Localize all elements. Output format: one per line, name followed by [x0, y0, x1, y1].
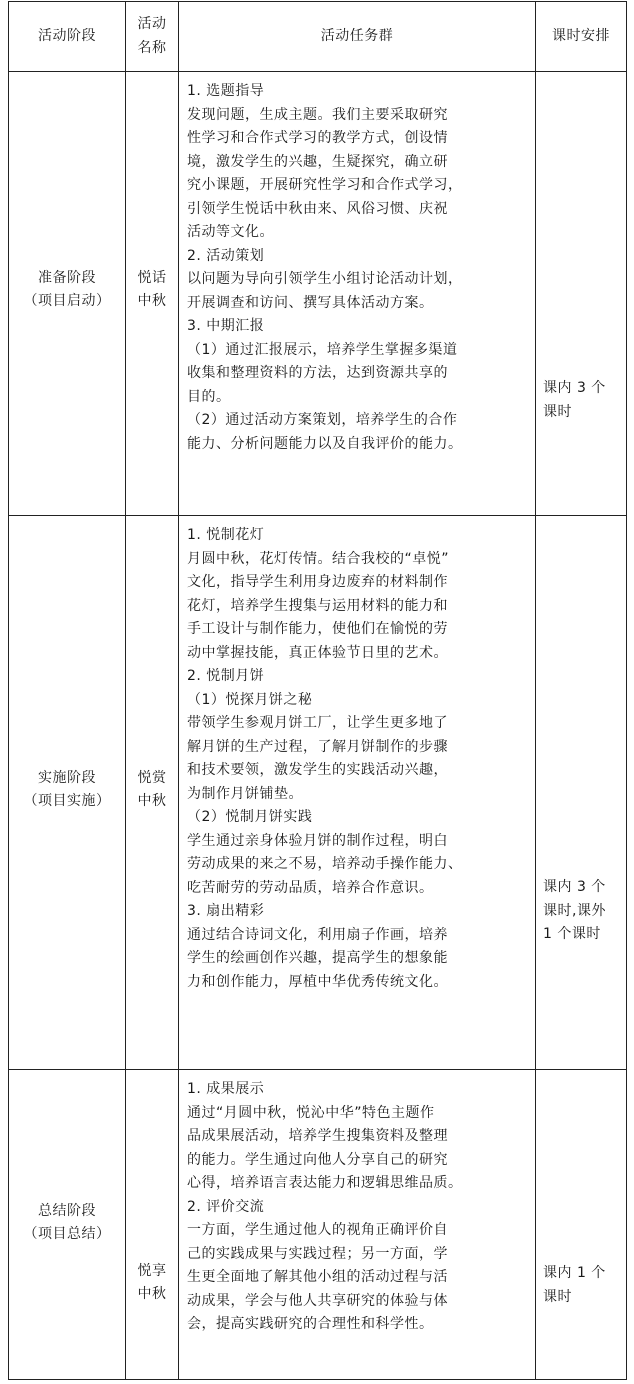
header-name	[126, 2, 178, 71]
task-line: 己的实践成果与实践过程；另一方面，学	[187, 1245, 448, 1262]
header-stage	[9, 2, 125, 71]
row2-hours	[543, 876, 623, 947]
task-line: 学生通过亲身体验月饼的制作过程，明白	[187, 832, 448, 849]
task-line: 劳动成果的来之不易，培养动手操作能力、	[187, 856, 463, 872]
task-line: （2）通过活动方案策划，培养学生的合作	[187, 412, 458, 428]
row3-hours	[543, 1262, 623, 1309]
col-divider-3	[535, 1, 536, 1379]
row1-stage-line2: （项目启动）	[23, 293, 111, 309]
row1-name	[126, 260, 178, 320]
task-line: 为制作月饼铺垫。	[187, 785, 303, 802]
hours-line: 课内 3 个	[543, 879, 606, 895]
task-line: 的能力。学生通过向他人分享自己的研究	[187, 1151, 448, 1168]
task-line: 一方面，学生通过他人的视角正确评价自	[187, 1222, 448, 1238]
task-line: 动成果，学会与他人共享研究的体验与体	[187, 1292, 448, 1309]
row3-name-line1: 悦享	[137, 1262, 167, 1279]
row3-stage-line1: 总结阶段	[38, 1202, 96, 1219]
header-hours-label: 课时安排	[552, 27, 610, 44]
hours-line: 课时,课外	[543, 902, 606, 919]
task-line: 生更全面地了解其他小组的活动过程与活	[187, 1269, 448, 1285]
task-line: 1. 选题指导	[187, 83, 265, 99]
task-line: 性学习和合作式学习的教学方式，创设情	[187, 130, 448, 146]
task-line: 心得，培养语言表达能力和逻辑思维品质。	[187, 1175, 463, 1191]
task-line: 学生的绘画创作兴趣，提高学生的想象能	[187, 950, 448, 966]
task-line: 引领学生悦话中秋由来、风俗习惯、庆祝	[187, 200, 448, 217]
row2-tasks	[187, 524, 530, 994]
table-border-bottom	[8, 1379, 627, 1380]
table-border-right	[626, 1, 627, 1379]
task-line: 能力、分析问题能力以及自我评价的能力。	[187, 435, 463, 452]
row1-tasks	[187, 80, 530, 456]
task-line: 和技术要领，激发学生的实践活动兴趣，	[187, 762, 448, 778]
task-line: 1. 成果展示	[187, 1081, 265, 1097]
header-stage-label: 活动阶段	[38, 27, 96, 44]
row3-tasks	[187, 1078, 530, 1337]
task-line: 品成果展活动，培养学生搜集资料及整理	[187, 1128, 448, 1144]
task-line: 解月饼的生产过程，了解月饼制作的步骤	[187, 738, 448, 755]
header-hours	[536, 2, 626, 71]
row2-stage-line2: （项目实施）	[23, 793, 111, 809]
row1-name-line1: 悦话	[137, 269, 167, 286]
header-tasks	[179, 2, 535, 71]
header-name-line1: 活动	[137, 16, 167, 32]
task-line: 力和创作能力，厚植中华优秀传统文化。	[187, 973, 448, 990]
task-line: 月圆中秋，花灯传情。结合我校的“卓悦”	[187, 550, 450, 567]
col-divider-2	[178, 1, 179, 1379]
row2-name-line1: 悦赏	[137, 769, 167, 786]
row1-hours	[543, 377, 623, 424]
col-divider-1	[125, 1, 126, 1379]
task-line: 3. 中期汇报	[187, 318, 265, 334]
task-line: 2. 活动策划	[187, 247, 265, 264]
row3-stage	[9, 1193, 125, 1253]
row1-stage-line1: 准备阶段	[38, 269, 96, 286]
task-line: 发现问题，生成主题。我们主要采取研究	[187, 106, 448, 123]
task-line: 究小课题，开展研究性学习和合作式学习，	[187, 177, 463, 193]
task-line: 文化，指导学生利用身边废弃的材料制作	[187, 574, 448, 590]
hours-line: 课时	[543, 403, 572, 420]
row2-name	[126, 760, 178, 820]
task-line: 手工设计与制作能力，使他们在愉悦的劳	[187, 621, 448, 637]
task-line: 1. 悦制花灯	[187, 527, 265, 543]
header-tasks-label: 活动任务群	[320, 27, 394, 44]
row2-name-line2: 中秋	[137, 793, 167, 809]
task-line: 带领学生参观月饼工厂，让学生更多地了	[187, 715, 448, 731]
header-name-line2: 名称	[137, 39, 167, 56]
task-line: （1）悦探月饼之秘	[187, 691, 313, 708]
hours-line: 1 个课时	[543, 926, 601, 942]
row1-stage	[9, 260, 125, 320]
task-line: 通过“月圆中秋，悦沁中华”特色主题作	[187, 1104, 435, 1121]
task-line: 境，激发学生的兴趣，生疑探究，确立研	[187, 153, 448, 170]
table-border-left	[8, 1, 9, 1379]
hours-line: 课内 1 个	[543, 1265, 606, 1281]
task-line: 2. 悦制月饼	[187, 668, 265, 684]
row2-stage	[9, 760, 125, 820]
hours-line: 课内 3 个	[543, 380, 606, 396]
task-line: （2）悦制月饼实践	[187, 809, 313, 825]
task-line: 开展调查和访问、撰写具体活动方案。	[187, 294, 434, 311]
hours-line: 课时	[543, 1288, 572, 1305]
task-line: 吃苦耐劳的劳动品质，培养合作意识。	[187, 879, 434, 896]
task-line: 目的。	[187, 388, 231, 405]
task-line: 活动等文化。	[187, 224, 274, 240]
row1-name-line2: 中秋	[137, 293, 167, 309]
task-line: 以问题为导向引领学生小组讨论活动计划，	[187, 271, 463, 287]
row2-stage-line1: 实施阶段	[38, 769, 96, 786]
task-line: 动中掌握技能，真正体验节日里的艺术。	[187, 644, 448, 661]
row3-stage-line2: （项目总结）	[23, 1226, 111, 1242]
task-line: 2. 评价交流	[187, 1198, 265, 1215]
row3-name-line2: 中秋	[137, 1286, 167, 1302]
task-line: 通过结合诗词文化，利用扇子作画，培养	[187, 926, 448, 943]
task-line: 花灯，培养学生搜集与运用材料的能力和	[187, 597, 448, 614]
task-line: 3. 扇出精彩	[187, 903, 265, 919]
row3-name	[126, 1253, 178, 1313]
task-line: （1）通过汇报展示，培养学生掌握多渠道	[187, 341, 458, 358]
task-line: 会，提高实践研究的合理性和科学性。	[187, 1316, 434, 1332]
task-line: 收集和整理资料的方法，达到资源共享的	[187, 365, 448, 381]
